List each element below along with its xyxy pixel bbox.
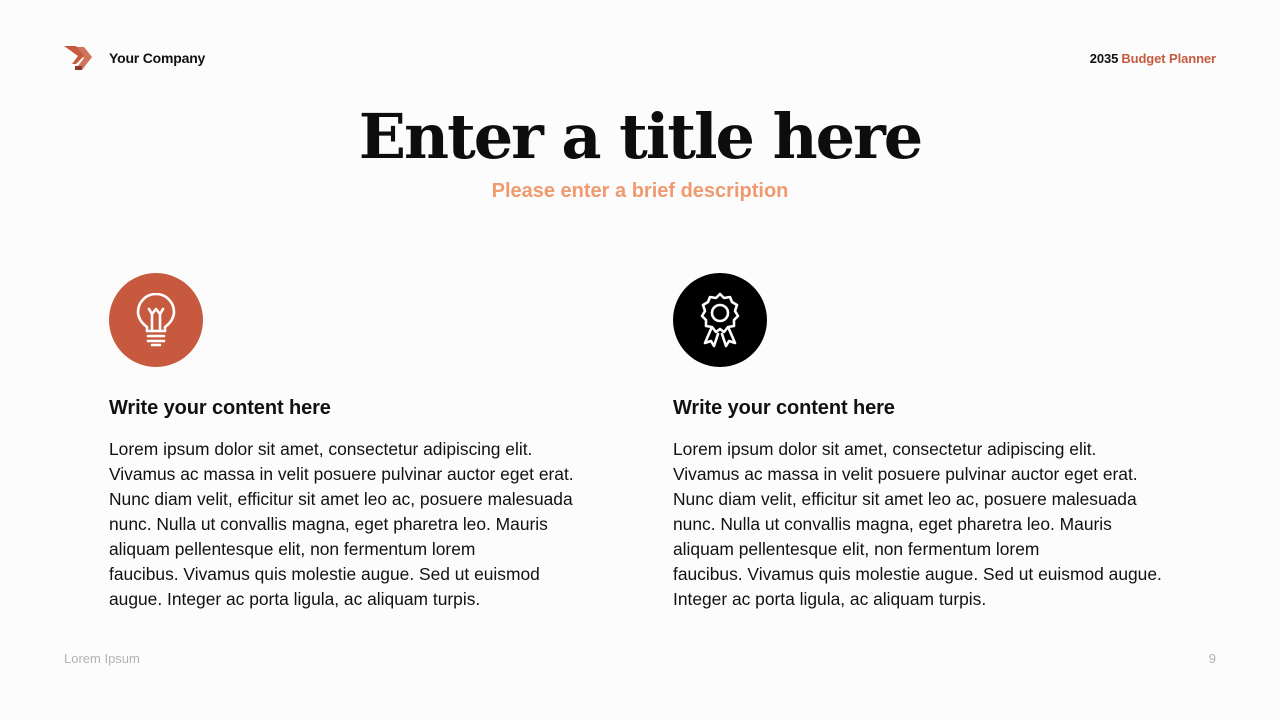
company-name: Your Company xyxy=(109,50,206,66)
column-heading: Write your content here xyxy=(673,397,895,419)
deck-name: Budget Planner xyxy=(1121,51,1216,66)
column-body-text: Lorem ipsum dolor sit amet, consectetur adipiscing elit. Vivamus ac massa in velit posuere pulvinar auctor eget erat. Nunc diam velit, efficitur sit amet leo ac, posuere malesuada nunc. Nulla ut convallis magna, eget pharetra leo. Mauris aliquam pellentesque elit, non fermentum lorem faucibus. Vivamus quis molestie augue. Sed ut euismod augue. Integer ac porta ligula, ac aliquam turpis. xyxy=(109,439,574,609)
content-column-2 xyxy=(673,273,1193,612)
content-column-1 xyxy=(109,273,629,612)
page-number: 9 xyxy=(1208,651,1216,666)
deck-title xyxy=(1090,51,1216,66)
footer-label: Lorem Ipsum xyxy=(64,651,140,666)
column-heading: Write your content here xyxy=(109,397,331,419)
slide-subtitle: Please enter a brief description xyxy=(491,180,789,202)
award-ribbon-icon xyxy=(673,273,767,367)
deck-year: 2035 xyxy=(1089,51,1119,66)
lightbulb-icon xyxy=(109,273,203,367)
slide-title: Enter a title here xyxy=(358,100,922,173)
company-logo-icon xyxy=(63,44,93,72)
column-body-text: Lorem ipsum dolor sit amet, consectetur adipiscing elit. Vivamus ac massa in velit posuere pulvinar auctor eget erat. Nunc diam velit, efficitur sit amet leo ac, posuere malesuada nunc. Nulla ut convallis magna, eget pharetra leo. Mauris aliquam pellentesque elit, non fermentum lorem faucibus. Vivamus quis molestie augue. Sed ut euismod augue. Integer ac porta ligula, ac aliquam turpis. xyxy=(673,439,1162,609)
